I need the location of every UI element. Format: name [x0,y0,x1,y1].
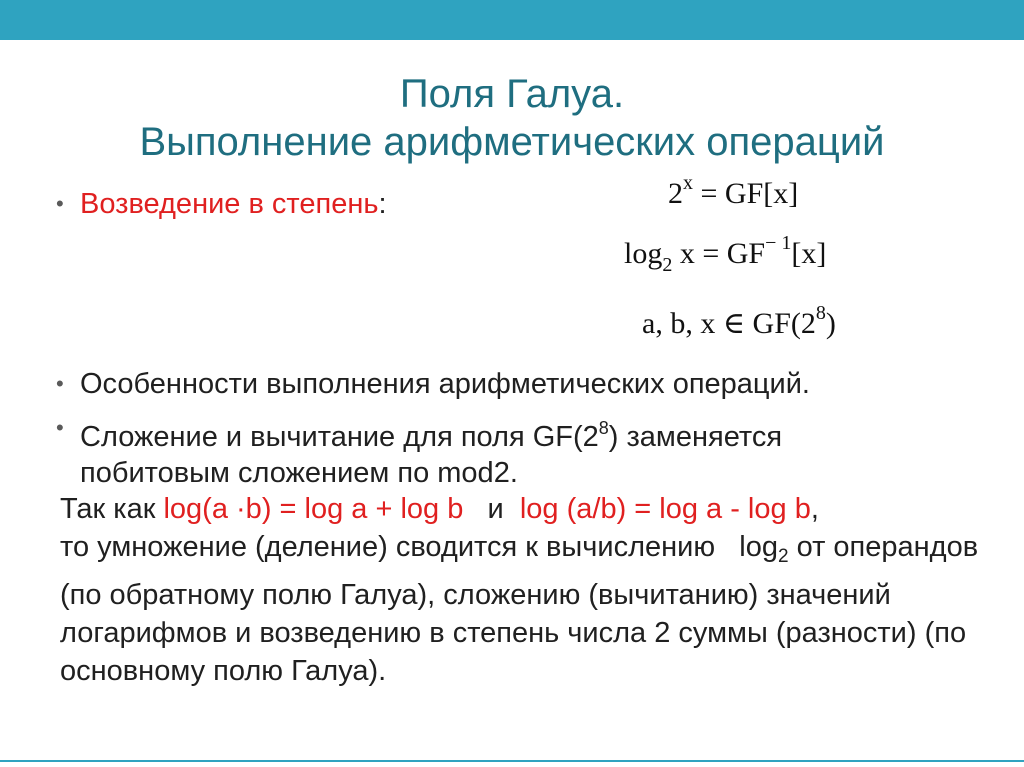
bullet-exponentiation: • Возведение в степень: [56,188,387,220]
formula-log: $\log_2 x = GF^{- 1}[x]$ [624,232,827,276]
title-line-2: Выполнение арифметических операций [139,120,885,164]
formula-power: 2$^x$ = GF[x] [668,172,799,210]
bullet-exponentiation-label: Возведение в степень [80,188,379,220]
bottom-accent-line [0,760,1024,762]
slide-title [0,70,1024,166]
bullet-dot-icon: • [56,415,64,440]
bullet-addition: • Сложение и вычитание для поля $GF(2^8)$ заменяется побитовым сложением по mod2. [56,410,782,491]
log-product-formula: log(a ·b) = log a + log b [163,493,464,525]
bullet-features: • Особенности выполнения арифметических операций. [56,368,810,400]
title-line-1: Поля Галуа. [399,72,625,116]
log-quotient-formula: log (a/b) = log a - log b [519,493,811,525]
top-accent-bar [0,0,1024,40]
bullet-dot-icon: • [56,371,64,396]
explanation-paragraph: Так как log(a ·b) = log a + log b и log (a/b) = log a - log b, то умножение (деление) сводится к вычислению $\log_2$ от операндов (по обратному полю Галуа), сложению (вычитанию) значений логарифмов и возведению в степень числа 2 суммы (разности) (по основному полю Галуа). [60,493,979,687]
formula-field-membership: a, b, x ∈ $GF(2^8)$ [642,302,836,340]
bullet-dot-icon: • [56,191,64,216]
